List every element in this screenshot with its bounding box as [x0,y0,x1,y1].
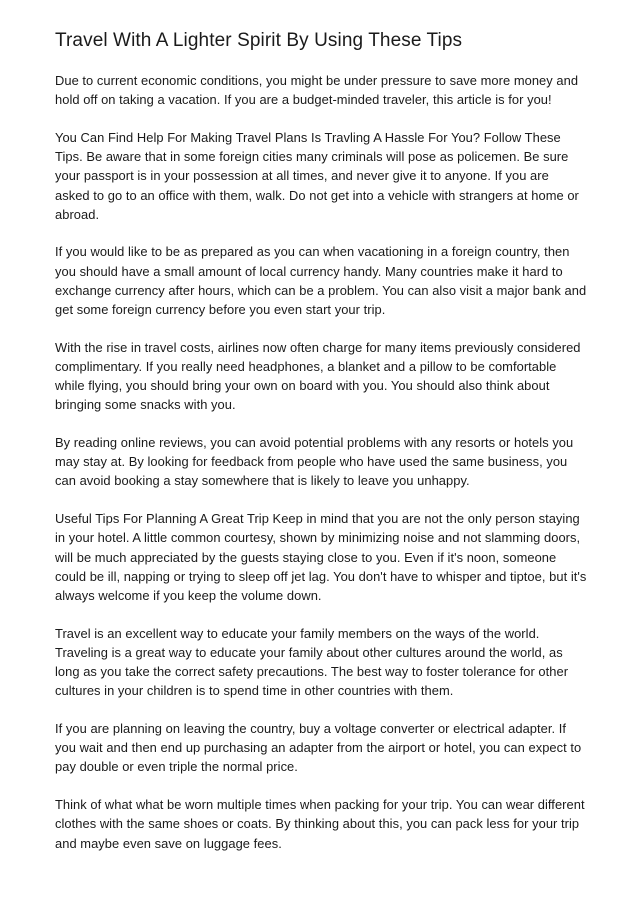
paragraph-5: By reading online reviews, you can avoid potential problems with any resorts or hotels you may stay at. By looking for feedback from people who have used the same business, you can avoid booking a stay somewhere that is likely to leave you unhappy. [55,435,574,489]
paragraph-1: Due to current economic conditions, you might be under pressure to save more money and hold off on taking a vacation. If you are a budget-minded traveler, this article is for you! [55,73,579,108]
article-body [55,71,587,853]
paragraph-4: With the rise in travel costs, airlines now often charge for many items previously considered complimentary. If you really need headphones, a blanket and a pillow to be comfortable while flying, you should bring your own on board with you. You should also think about bringing some snacks with you. [55,339,581,413]
paragraph-2: You Can Find Help For Making Travel Plans Is Travling A Hassle For You? Follow These Tips. Be aware that in some foreign cities many criminals will pose as policemen. Be sure your passport is in your possession at all times, and never give it to anyone. If you are asked to go to an office with them, walk. Do not get into a vehicle with strangers at home or abroad. [55,129,579,222]
paragraph-7: Travel is an excellent way to educate your family members on the ways of the world. Traveling is a great way to educate your family about other cultures around the world, as long as you take the correct safety precautions. The best way to foster tolerance for other cultures in your children is to spend time in other countries with them. [55,625,569,699]
paragraph-8: If you are planning on leaving the country, buy a voltage converter or electrical adapter. If you wait and then end up purchasing an adapter from the airport or hotel, you can expect to pay double or even triple the normal price. [55,720,582,775]
paragraph-6: Useful Tips For Planning A Great Trip Keep in mind that you are not the only person staying in your hotel. A little common courtesy, shown by minimizing noise and not slamming doors, will be much appreciated by the guests staying close to you. Even if it's noon, someone could be ill, napping or trying to sleep off jet lag. You don't have to whisper and tiptoe, but it's always welcome if you keep the volume down. [55,511,587,603]
page-title: Travel With A Lighter Spirit By Using These Tips [55,30,463,51]
paragraph-3: If you would like to be as prepared as you can when vacationing in a foreign country, then you should have a small amount of local currency handy. Many countries make it hard to exchange currency after hours, which can be a problem. You can also visit a major bank and get some foreign currency before you even start your trip. [55,244,587,318]
paragraph-9: Think of what what be worn multiple times when packing for your trip. You can wear different clothes with the same shoes or coats. By thinking about this, you can pack less for your trip and maybe even save on luggage fees. [55,797,585,851]
